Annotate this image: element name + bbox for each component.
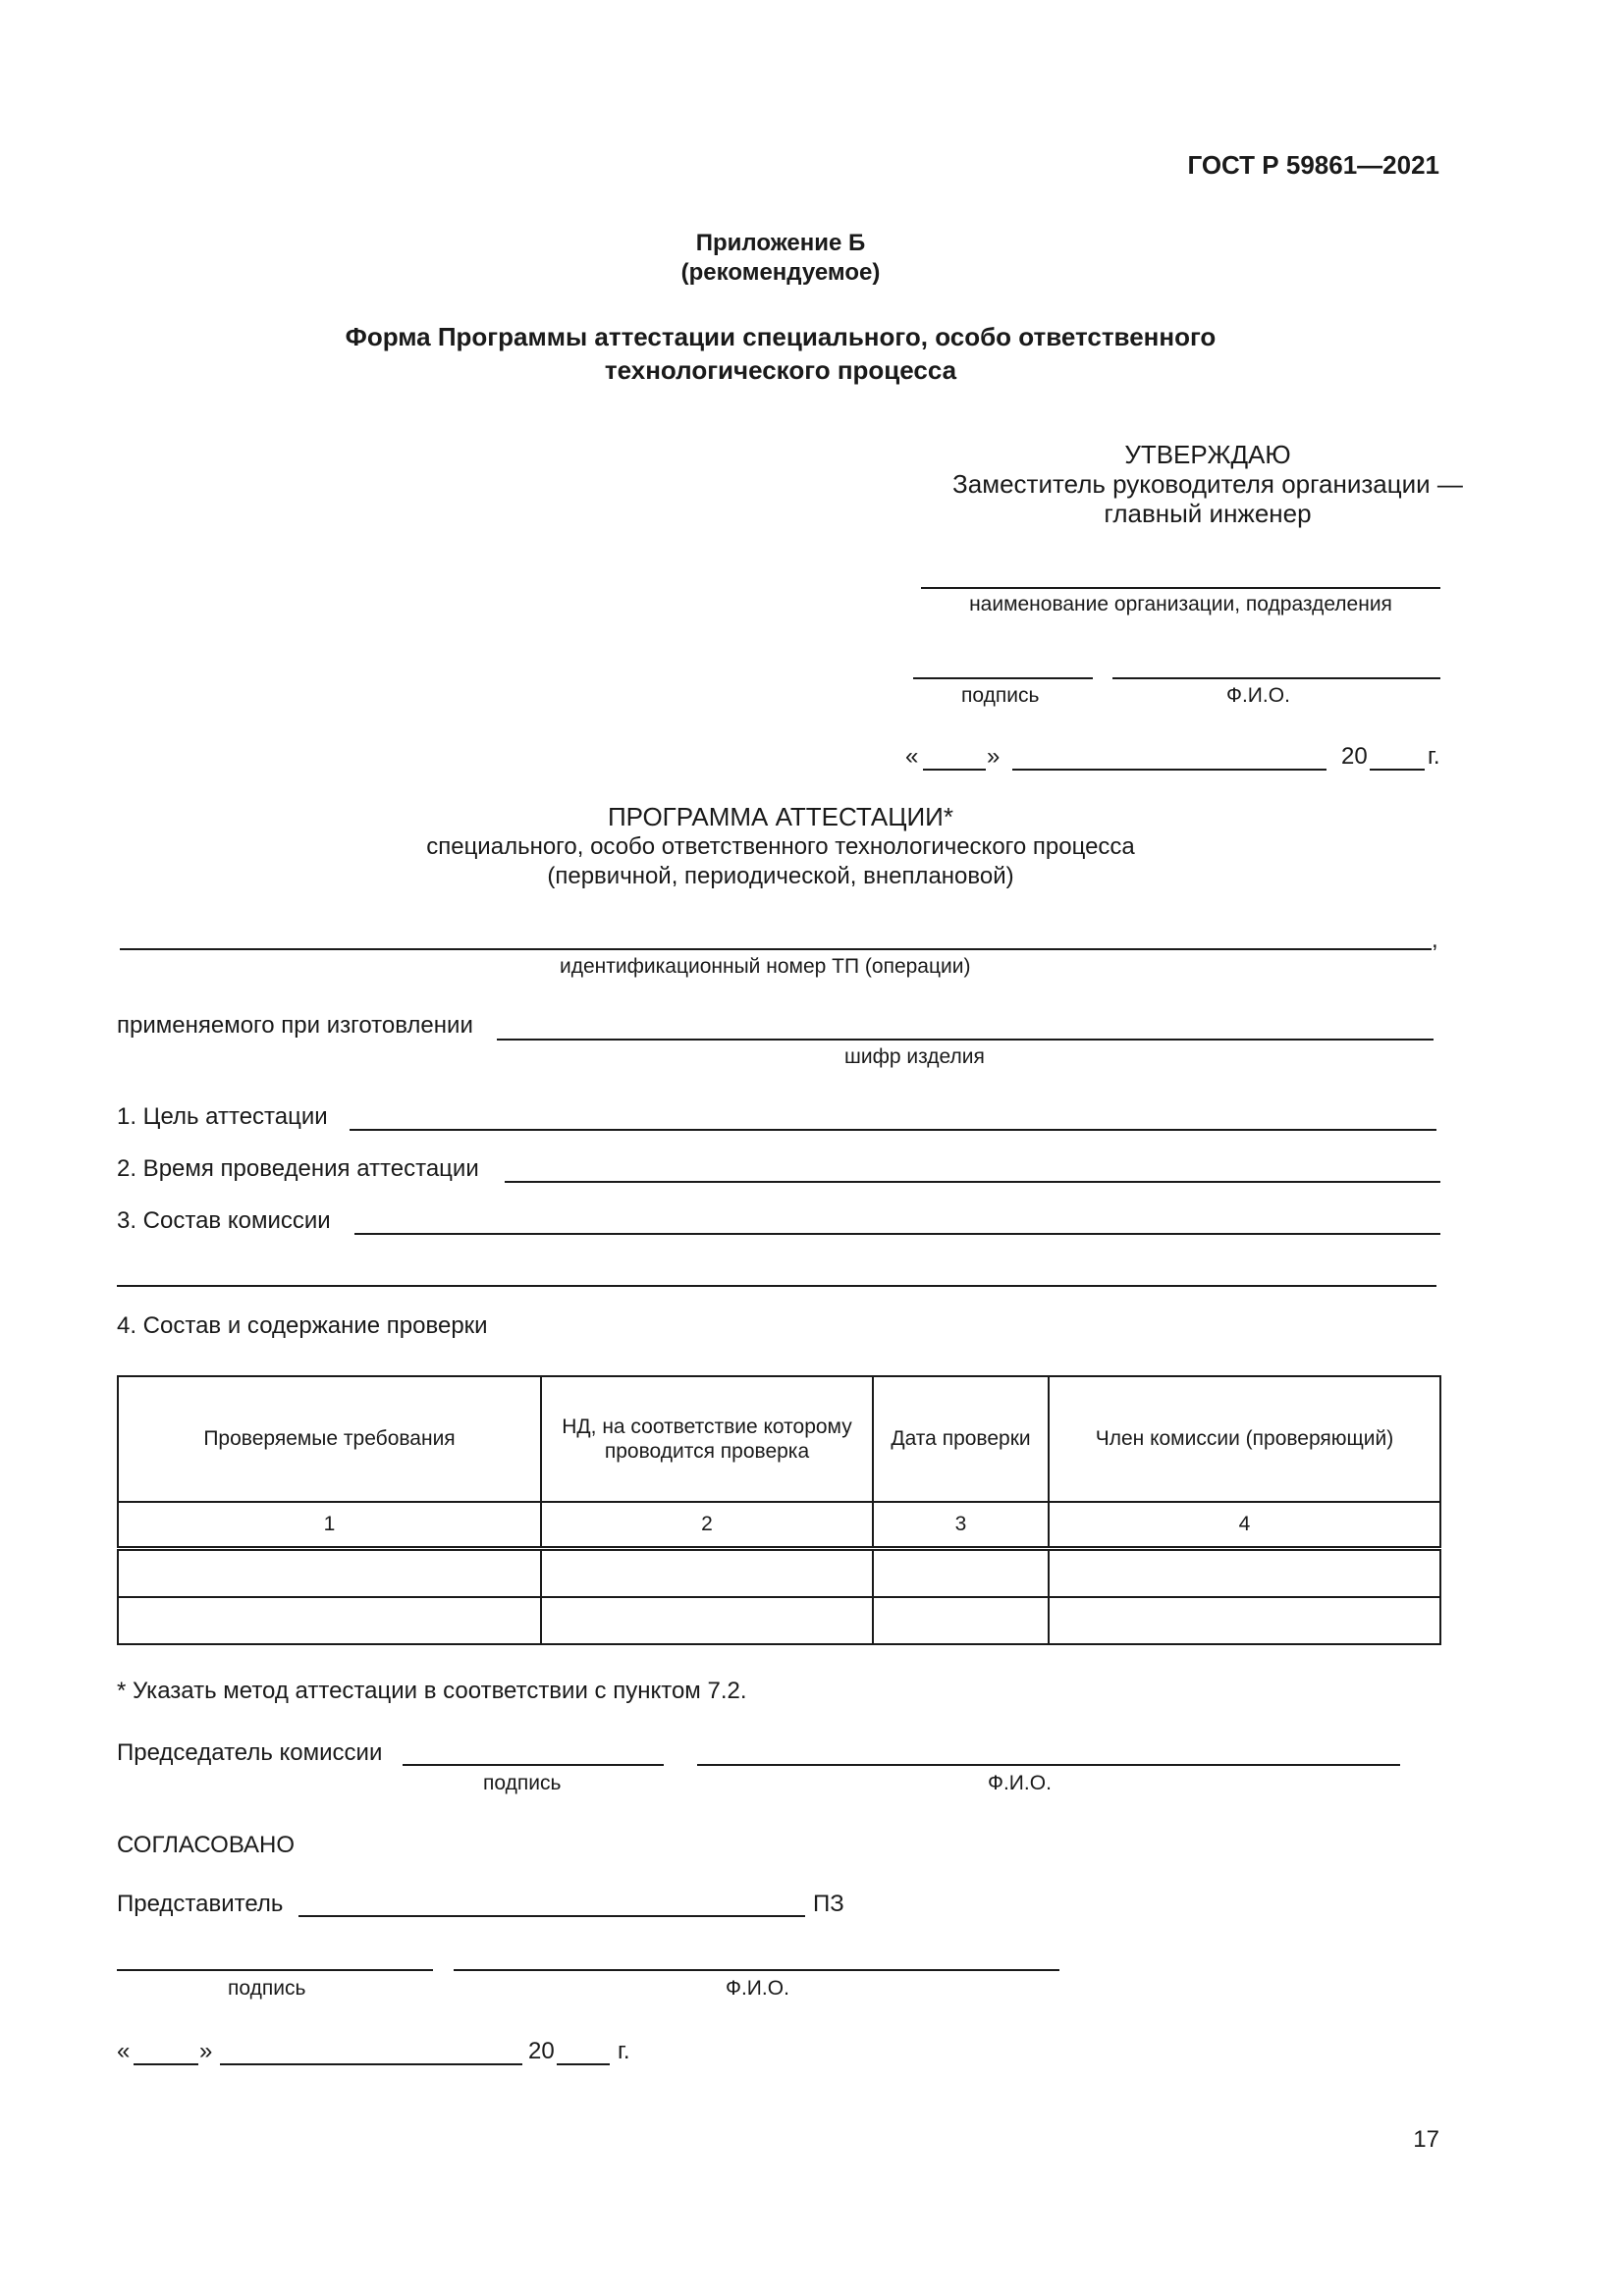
header-commission-member: Член комиссии (проверяющий): [1049, 1376, 1440, 1502]
table-header-row: [118, 1376, 1440, 1502]
form-title-line2: технологического процесса: [604, 355, 957, 385]
approval-year-suffix: г.: [1428, 743, 1440, 770]
agreed-month-line: [220, 2063, 522, 2065]
header-check-date: Дата проверки: [873, 1376, 1049, 1502]
program-subtitle: специального, особо ответственного технологического процесса: [426, 833, 1135, 860]
approval-day-line: [923, 769, 986, 771]
item-commission-line-2: [117, 1285, 1436, 1287]
representative-suffix: ПЗ: [813, 1891, 844, 1917]
item-time-line: [505, 1181, 1440, 1183]
org-name-line: [921, 587, 1440, 589]
chairman-name-caption: Ф.И.О.: [988, 1772, 1052, 1794]
product-cipher-line: [497, 1039, 1434, 1041]
table-cell[interactable]: [541, 1597, 873, 1644]
approver-position-line2: главный инженер: [1104, 499, 1312, 528]
header-requirements: Проверяемые требования: [118, 1376, 541, 1502]
table-row: [118, 1597, 1440, 1644]
column-number: 4: [1049, 1502, 1440, 1549]
tp-id-caption: идентификационный номер ТП (операции): [560, 955, 971, 978]
agreed-title: СОГЛАСОВАНО: [117, 1832, 296, 1858]
item-commission: 3. Состав комиссии: [117, 1207, 331, 1234]
approval-year-prefix: 20: [1341, 743, 1368, 770]
page-number: 17: [1413, 2126, 1439, 2153]
table-cell[interactable]: [1049, 1597, 1440, 1644]
column-number: 3: [873, 1502, 1049, 1549]
approval-date-open: «: [905, 743, 919, 770]
table-row: [118, 1549, 1440, 1598]
table-cell[interactable]: [118, 1597, 541, 1644]
item-commission-line: [354, 1233, 1440, 1235]
item-check-content: 4. Состав и содержание проверки: [117, 1312, 488, 1339]
table-cell[interactable]: [873, 1597, 1049, 1644]
appendix-title: Приложение Б: [695, 230, 866, 256]
representative-signature-line: [117, 1969, 433, 1971]
approval-date-close: »: [987, 743, 1001, 770]
item-purpose-line: [350, 1129, 1436, 1131]
check-table: [117, 1375, 1441, 1645]
item-time: 2. Время проведения аттестации: [117, 1155, 479, 1182]
agreed-date-open: «: [117, 2038, 131, 2064]
approver-signature-line: [913, 677, 1093, 679]
representative-signature-caption: подпись: [228, 1977, 306, 2000]
agreed-date-close: »: [199, 2038, 213, 2064]
item-purpose: 1. Цель аттестации: [117, 1103, 328, 1130]
agreed-year-prefix: 20: [528, 2038, 555, 2064]
representative-name-caption: Ф.И.О.: [726, 1977, 789, 2000]
table-cell[interactable]: [1049, 1549, 1440, 1598]
column-number: 1: [118, 1502, 541, 1549]
table-cell[interactable]: [118, 1549, 541, 1598]
applied-label: применяемого при изготовлении: [117, 1012, 473, 1039]
org-name-caption: наименование организации, подразделения: [969, 593, 1392, 615]
approver-name-caption: Ф.И.О.: [1226, 684, 1290, 707]
product-cipher-caption: шифр изделия: [844, 1045, 985, 1068]
approval-year-line: [1370, 769, 1425, 771]
representative-line: [298, 1915, 805, 1917]
column-number: 2: [541, 1502, 873, 1549]
appendix-status: (рекомендуемое): [680, 259, 881, 286]
approve-label: УТВЕРЖДАЮ: [1124, 440, 1291, 469]
approver-signature-caption: подпись: [961, 684, 1040, 707]
tp-id-comma: ,: [1432, 927, 1438, 953]
program-title: ПРОГРАММА АТТЕСТАЦИИ*: [607, 802, 953, 831]
header-normative-doc: НД, на соответствие которому проводится проверка: [541, 1376, 873, 1502]
agreed-year-line: [557, 2063, 610, 2065]
representative-label: Представитель: [117, 1891, 284, 1917]
footnote: * Указать метод аттестации в соответствии с пунктом 7.2.: [117, 1678, 747, 1704]
representative-name-line: [454, 1969, 1059, 1971]
agreed-day-line: [134, 2063, 198, 2065]
standard-code: ГОСТ Р 59861—2021: [1187, 150, 1439, 180]
table-cell[interactable]: [541, 1549, 873, 1598]
program-kind: (первичной, периодической, внеплановой): [547, 863, 1014, 889]
approver-position-line1: Заместитель руководителя организации —: [952, 469, 1463, 499]
chairman-signature-line: [403, 1764, 664, 1766]
tp-id-line: [120, 948, 1432, 950]
agreed-year-suffix: г.: [618, 2038, 630, 2064]
form-title-line1: Форма Программы аттестации специального, особо ответственного: [345, 322, 1217, 351]
chairman-name-line: [697, 1764, 1400, 1766]
table-number-row: [118, 1502, 1440, 1549]
table-cell[interactable]: [873, 1549, 1049, 1598]
approval-month-line: [1012, 769, 1326, 771]
chairman-signature-caption: подпись: [483, 1772, 562, 1794]
chairman-label: Председатель комиссии: [117, 1739, 383, 1766]
approver-name-line: [1112, 677, 1440, 679]
